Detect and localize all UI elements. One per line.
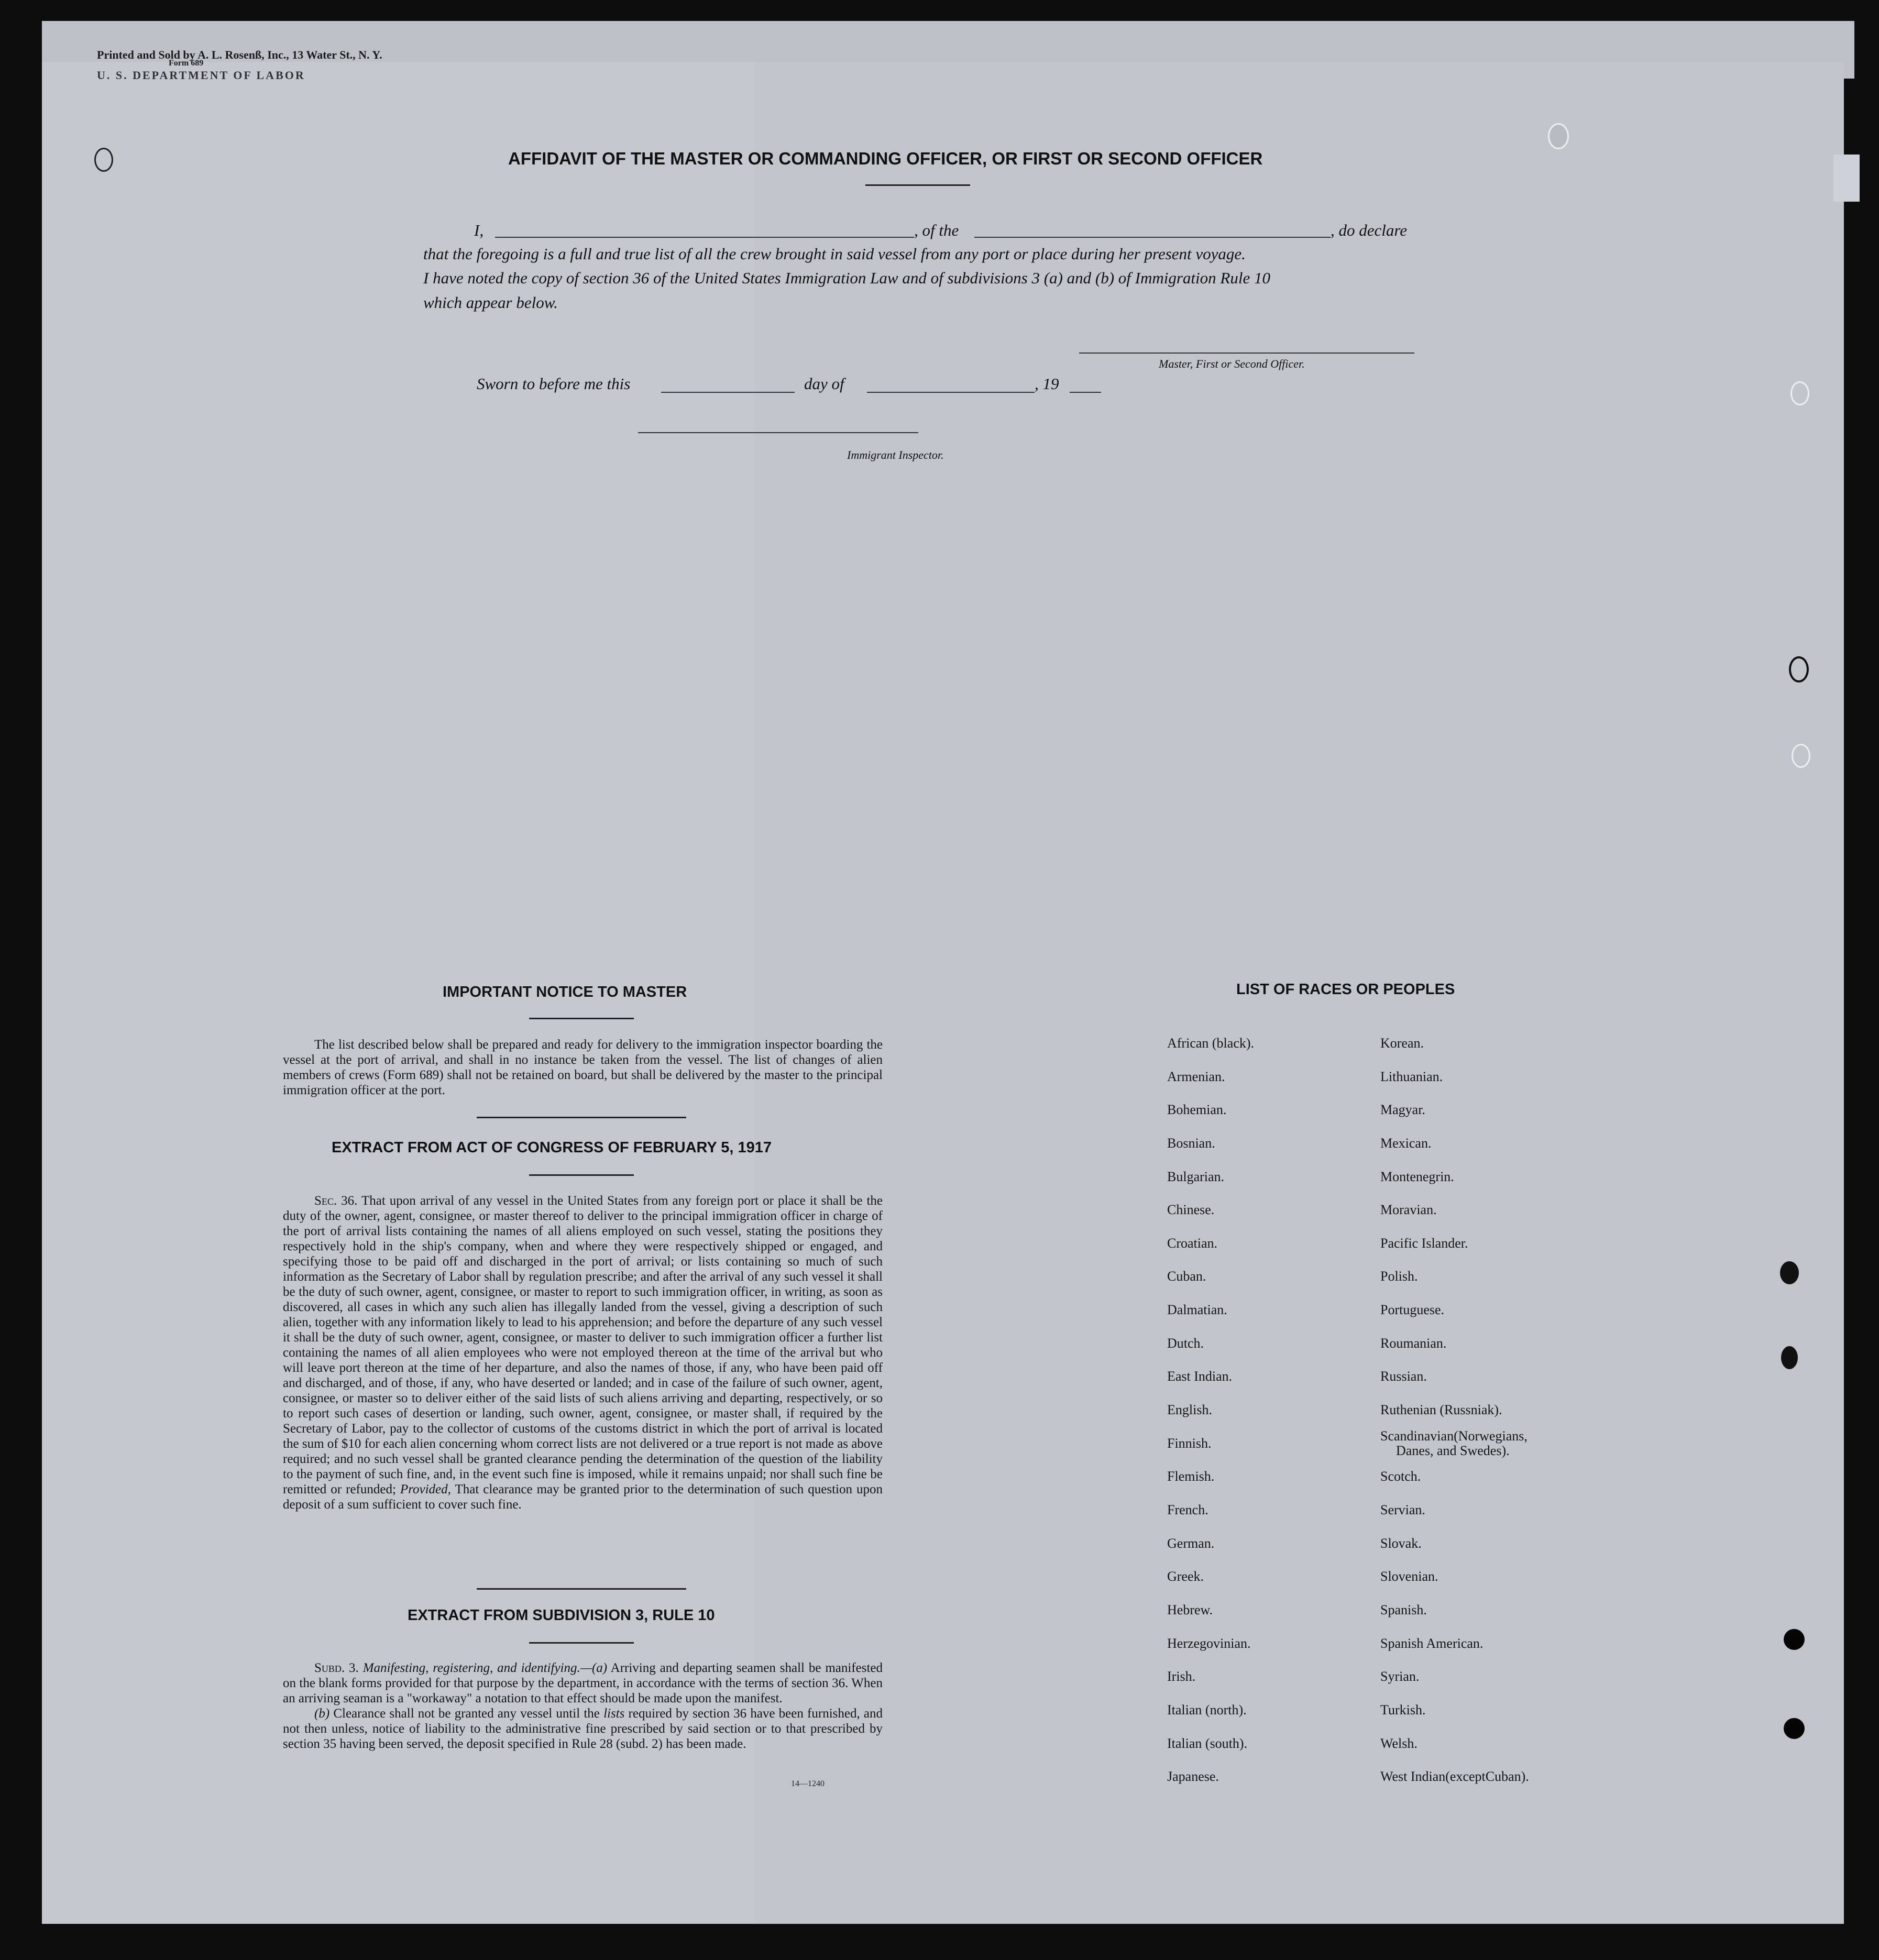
race-item: Moravian.: [1380, 1202, 1437, 1217]
race-item: Syrian.: [1380, 1669, 1420, 1684]
race-item: Bosnian.: [1167, 1136, 1215, 1151]
race-item: Slovak.: [1380, 1536, 1422, 1551]
race-item: Scandinavian(Norwegians,: [1380, 1428, 1528, 1444]
affidavit-declare: , do declare: [1331, 221, 1408, 239]
race-item: Lithuanian.: [1380, 1069, 1443, 1084]
race-item: Chinese.: [1167, 1202, 1215, 1217]
race-item: Hebrew.: [1167, 1602, 1213, 1617]
act-provided-text: That clearance may be granted prior to the determination of such question upon deposit of a sum sufficient to cover such fine.: [283, 1482, 883, 1512]
affidavit-line4: which appear below.: [423, 293, 558, 312]
sworn-year-prefix: , 19: [1035, 375, 1059, 393]
rule10-b-text-2: required by section 36 have been furnished, and not then unless, notice of liability to the administrative fine prescribed by said section or to that prescribed by section 35 having been served, the deposit specified in Rule 28 (subd. 2) has been made.: [283, 1706, 883, 1751]
race-item: Polish.: [1380, 1269, 1418, 1284]
race-item: Roumanian.: [1380, 1336, 1447, 1351]
punch-hole: [94, 148, 113, 172]
race-item: German.: [1167, 1536, 1215, 1551]
divider: [865, 184, 970, 186]
race-item: Portuguese.: [1380, 1302, 1445, 1317]
race-item: Dalmatian.: [1167, 1302, 1227, 1317]
notice-title: IMPORTANT NOTICE TO MASTER: [443, 984, 687, 1000]
race-item: Magyar.: [1380, 1102, 1425, 1117]
race-item: Armenian.: [1167, 1069, 1225, 1084]
race-item: Croatian.: [1167, 1236, 1218, 1251]
sworn-month-field[interactable]: [867, 392, 1035, 393]
divider: [529, 1642, 634, 1644]
race-item: Spanish American.: [1380, 1636, 1484, 1651]
affidavit-line3: I have noted the copy of section 36 of the United States Immigration Law and of subdivisions 3 (a) and (b) of Immigration Rule 10: [423, 269, 1270, 287]
rule10-text: [283, 1660, 883, 1752]
sworn-label: Sworn to before me this: [477, 375, 631, 393]
rule10-b-text-1: Clearance shall not be granted any vessel until the: [333, 1706, 600, 1721]
race-item: Bohemian.: [1167, 1102, 1227, 1117]
sworn-day-of: day of: [804, 375, 844, 393]
master-signature-caption: Master, First or Second Officer.: [1159, 357, 1305, 370]
inspector-signature-caption: Immigrant Inspector.: [847, 448, 944, 461]
race-item: Montenegrin.: [1380, 1169, 1454, 1184]
race-item: East Indian.: [1167, 1369, 1233, 1384]
race-item: Pacific Islander.: [1380, 1236, 1468, 1251]
inspector-signature-field[interactable]: [638, 432, 918, 433]
divider: [477, 1117, 686, 1118]
punch-hole: [1548, 123, 1569, 149]
race-item: French.: [1167, 1502, 1208, 1517]
race-item: Dutch.: [1167, 1336, 1204, 1351]
form-code: 14—1240: [791, 1779, 825, 1788]
affidavit-of-the: , of the: [914, 221, 959, 239]
affidavit-title: AFFIDAVIT OF THE MASTER OR COMMANDING OFFICER, OR FIRST OR SECOND OFFICER: [508, 149, 1263, 168]
notice-paragraph: The list described below shall be prepared and ready for delivery to the immigration inspector boarding the vessel at the port of arrival, and shall in no instance be taken from the vessel. The list of changes of alien members of crews (Form 689) shall not be retained on board, but shall be delivered by the master to the principal immigration officer at the port.: [283, 1038, 883, 1097]
rule10-b-label: (b): [314, 1706, 330, 1721]
master-signature-field[interactable]: [1079, 353, 1414, 354]
race-item: Welsh.: [1380, 1736, 1418, 1751]
department-heading: U. S. DEPARTMENT OF LABOR: [97, 69, 305, 82]
race-item: West Indian(exceptCuban).: [1380, 1769, 1529, 1784]
race-item: Ruthenian (Russniak).: [1380, 1402, 1502, 1417]
act-sec-label: Sec. 36.: [314, 1194, 358, 1208]
race-item: Herzegovinian.: [1167, 1636, 1251, 1651]
race-item: Italian (south).: [1167, 1736, 1248, 1751]
notice-text: [283, 1037, 883, 1098]
race-item: Bulgarian.: [1167, 1169, 1225, 1184]
race-item: Cuban.: [1167, 1269, 1206, 1284]
punch-hole: [1789, 656, 1809, 682]
act-text: [283, 1193, 883, 1512]
rule10-subd-heading: Manifesting, registering, and identifying.—(a): [362, 1661, 608, 1675]
punch-hole: [1792, 744, 1810, 768]
vessel-field[interactable]: [974, 237, 1331, 238]
divider: [477, 1588, 686, 1590]
rule10-title: EXTRACT FROM SUBDIVISION 3, RULE 10: [408, 1607, 715, 1624]
race-item: Mexican.: [1380, 1136, 1432, 1151]
race-item: Turkish.: [1380, 1702, 1426, 1717]
sworn-year-field[interactable]: [1070, 392, 1101, 393]
punch-hole: [1784, 1718, 1805, 1739]
race-item: Finnish.: [1167, 1436, 1212, 1451]
act-body: That upon arrival of any vessel in the United States from any foreign port or place it shall be the duty of the owner, agent, consignee, or master thereof to deliver to the principal immigration officer in charge of the port of arrival lists containing the names of all aliens employed on such vessel, stating the positions they respectively hold in the ship's company, when and where they were respectively shipped or engaged, and specifying those to be paid off and discharged in the port of arrival; or lists containing so much of such information as the Secretary of Labor shall by regulation prescribe; and after the arrival of any such vessel it shall be the duty of such owner, agent, consignee, or master to report to such immigration officer, in writing, as soon as discovered, all cases in which any such alien has illegally landed from the vessel, giving a description of such alien, together with any information likely to lead to his apprehension; and before the departure of any such vessel it shall be the duty of such owner, agent, consignee, or master to deliver to such immigration officer a further list containing the names of all alien employees who were not employed thereon at the time of the arrival but who will leave port thereon at the time of her departure, and also the names of those, if any, who have been paid off and discharged, and of those, if any, who have deserted or landed; and in case of the failure of such owner, agent, consignee, or master so to deliver either of the said lists of such aliens arriving and departing, respectively, or so to report such cases of desertion or landing, such owner, agent, consignee, or master shall, if required by the Secretary of Labor, pay to the collector of customs of the customs district in which the port of arrival is located the sum of $10 for each alien concerning whom correct lists are not delivered or a true report is not made as above required; and no such vessel shall be granted clearance pending the determination of the question of the liability to the payment of such fine, and, in the event such fine is imposed, while it remains unpaid; nor shall such fine be remitted or refunded;: [283, 1194, 883, 1496]
race-item: Slovenian.: [1380, 1569, 1438, 1584]
rule10-b-lists: lists: [603, 1706, 625, 1721]
race-item: Italian (north).: [1167, 1702, 1247, 1717]
race-item: Scotch.: [1380, 1469, 1421, 1484]
affidavit-i: I,: [474, 221, 484, 239]
race-item: Greek.: [1167, 1569, 1204, 1584]
race-item: African (black).: [1167, 1036, 1255, 1051]
race-item: Spanish.: [1380, 1602, 1427, 1617]
punch-hole: [1790, 381, 1809, 405]
name-field[interactable]: [495, 237, 914, 238]
race-item: Danes, and Swedes).: [1396, 1443, 1510, 1458]
races-title: LIST OF RACES OR PEOPLES: [1236, 981, 1455, 998]
sworn-day-field[interactable]: [661, 392, 795, 393]
page-tab: [1833, 155, 1860, 202]
race-item: Korean.: [1380, 1036, 1424, 1051]
rule10-a-text: Arriving and departing seamen shall be manifested on the blank forms provided for that purpose by the department, in accordance with the terms of section 36. When an arriving seaman is a "workaway" a notation to that effect should be made upon the manifest.: [283, 1661, 883, 1705]
race-item: Russian.: [1380, 1369, 1427, 1384]
rule10-subd-label: Subd. 3.: [314, 1661, 359, 1675]
race-item: Flemish.: [1167, 1469, 1215, 1484]
form-number: Form 689: [169, 59, 204, 68]
race-item: Japanese.: [1167, 1769, 1219, 1784]
divider: [529, 1174, 634, 1176]
act-title: EXTRACT FROM ACT OF CONGRESS OF FEBRUARY 5, 1917: [332, 1139, 772, 1156]
punch-hole: [1781, 1346, 1798, 1369]
affidavit-line2: that the foregoing is a full and true list of all the crew brought in said vessel from any port or place during her present voyage.: [423, 245, 1246, 263]
race-item: Irish.: [1167, 1669, 1196, 1684]
punch-hole: [1780, 1261, 1799, 1284]
race-item: Servian.: [1380, 1502, 1425, 1517]
printer-credit: Printed and Sold by A. L. Rosenß, Inc., 13 Water St., N. Y.: [97, 48, 382, 61]
divider: [529, 1018, 634, 1019]
act-provided-label: Provided,: [400, 1482, 451, 1496]
punch-hole: [1784, 1629, 1805, 1650]
race-item: English.: [1167, 1402, 1212, 1417]
